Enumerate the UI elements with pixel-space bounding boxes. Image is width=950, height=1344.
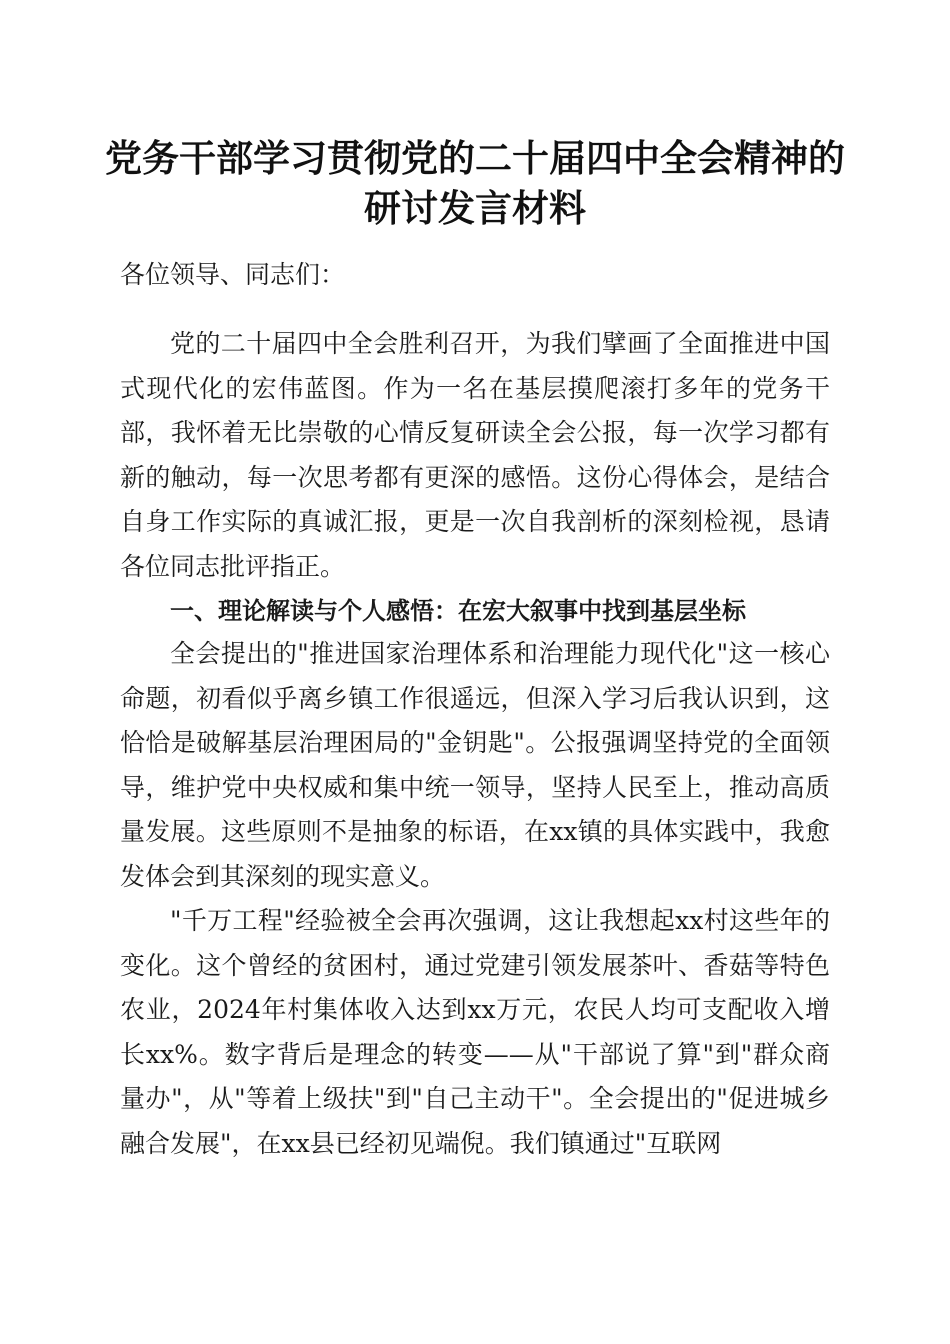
paragraph-practice: "千万工程"经验被全会再次强调，这让我想起xx村这些年的变化。这个曾经的贫困村，通过党建引领发展茶叶、香菇等特色农业，2024年村集体收入达到xx万元，农民人均可支配收入增长xx%。数字背后是理念的转变——从"干部说了算"到"群众商量办"，从"等着上级扶"到"自己主动干"。全会提出的"促进城乡融合发展"，在xx县已经初见端倪。我们镇通过"互联网 — [120, 906, 830, 1158]
paragraph-intro: 党的二十届四中全会胜利召开，为我们擘画了全面推进中国式现代化的宏伟蓝图。作为一名在基层摸爬滚打多年的党务干部，我怀着无比崇敬的心情反复研读全会公报，每一次学习都有新的触动，每一次思考都有更深的感悟。这份心得体会，是结合自身工作实际的真诚汇报，更是一次自我剖析的深刻检视，恳请各位同志批评指正。 — [120, 329, 830, 581]
salutation: 各位领导、同志们： — [120, 260, 346, 289]
document-title-line-1: 党务干部学习贯彻党的二十届四中全会精神的 — [105, 136, 845, 180]
section-heading-1: 一、理论解读与个人感悟：在宏大叙事中找到基层坐标 — [170, 597, 746, 625]
document-title-line-2: 研讨发言材料 — [364, 186, 586, 230]
paragraph-theory: 全会提出的"推进国家治理体系和治理能力现代化"这一核心命题，初看似乎离乡镇工作很遥远，但深入学习后我认识到，这恰恰是破解基层治理困局的"金钥匙"。公报强调坚持党的全面领导，维护党中央权威和集中统一领导，坚持人民至上，推动高质量发展。这些原则不是抽象的标语，在xx镇的具体实践中，我愈发体会到其深刻的现实意义。 — [120, 639, 830, 891]
